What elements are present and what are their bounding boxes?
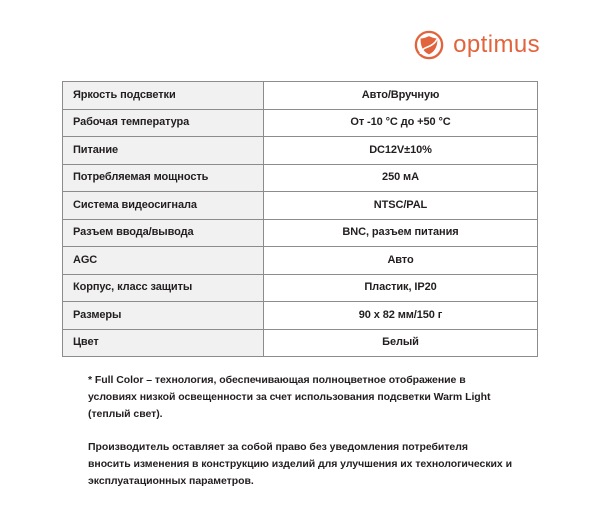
- specification-table: [62, 81, 538, 357]
- spec-parameter: Система видеосигнала: [63, 192, 264, 220]
- specification-table-body: [63, 82, 538, 357]
- table-row: [63, 247, 538, 275]
- table-row: [63, 302, 538, 330]
- footnote-full-color: * Full Color – технология, обеспечивающая полноцветное отображение в условиях низкой освещенности за счет использования подсветки Warm Light (теплый свет).: [88, 374, 491, 420]
- spec-parameter: Цвет: [63, 329, 264, 357]
- table-row: [63, 164, 538, 192]
- brand-header: [0, 30, 600, 74]
- spec-value: 90 х 82 мм/150 г: [264, 302, 538, 330]
- table-row: [63, 137, 538, 165]
- brand-wordmark: optimus: [453, 31, 540, 58]
- spec-parameter: Разъем ввода/вывода: [63, 219, 264, 247]
- spec-value: DC12V±10%: [264, 137, 538, 165]
- spec-value: Белый: [264, 329, 538, 357]
- spec-value: От -10 °C до +50 °C: [264, 109, 538, 137]
- manufacturer-disclaimer: Производитель оставляет за собой право без уведомления потребителя вносить изменения в конструкцию изделий для улучшения их технологических и эксплуатационных параметров.: [88, 441, 512, 487]
- optimus-shield-logo-icon: [414, 30, 444, 60]
- spec-value: Пластик, IP20: [264, 274, 538, 302]
- spec-value: BNC, разъем питания: [264, 219, 538, 247]
- spec-value: 250 мА: [264, 164, 538, 192]
- table-row: [63, 329, 538, 357]
- table-row: [63, 274, 538, 302]
- table-row: [63, 82, 538, 110]
- spec-parameter: Потребляемая мощность: [63, 164, 264, 192]
- spec-value: Авто: [264, 247, 538, 275]
- spec-parameter: AGC: [63, 247, 264, 275]
- spec-value: Авто/Вручную: [264, 82, 538, 110]
- spec-parameter: Рабочая температура: [63, 109, 264, 137]
- footnotes: [88, 372, 512, 490]
- spec-parameter: Размеры: [63, 302, 264, 330]
- table-row: [63, 219, 538, 247]
- spec-parameter: Питание: [63, 137, 264, 165]
- spec-parameter: Корпус, класс защиты: [63, 274, 264, 302]
- spec-parameter: Яркость подсветки: [63, 82, 264, 110]
- table-row: [63, 109, 538, 137]
- brand-logo: [414, 30, 540, 60]
- table-row: [63, 192, 538, 220]
- spec-value: NTSC/PAL: [264, 192, 538, 220]
